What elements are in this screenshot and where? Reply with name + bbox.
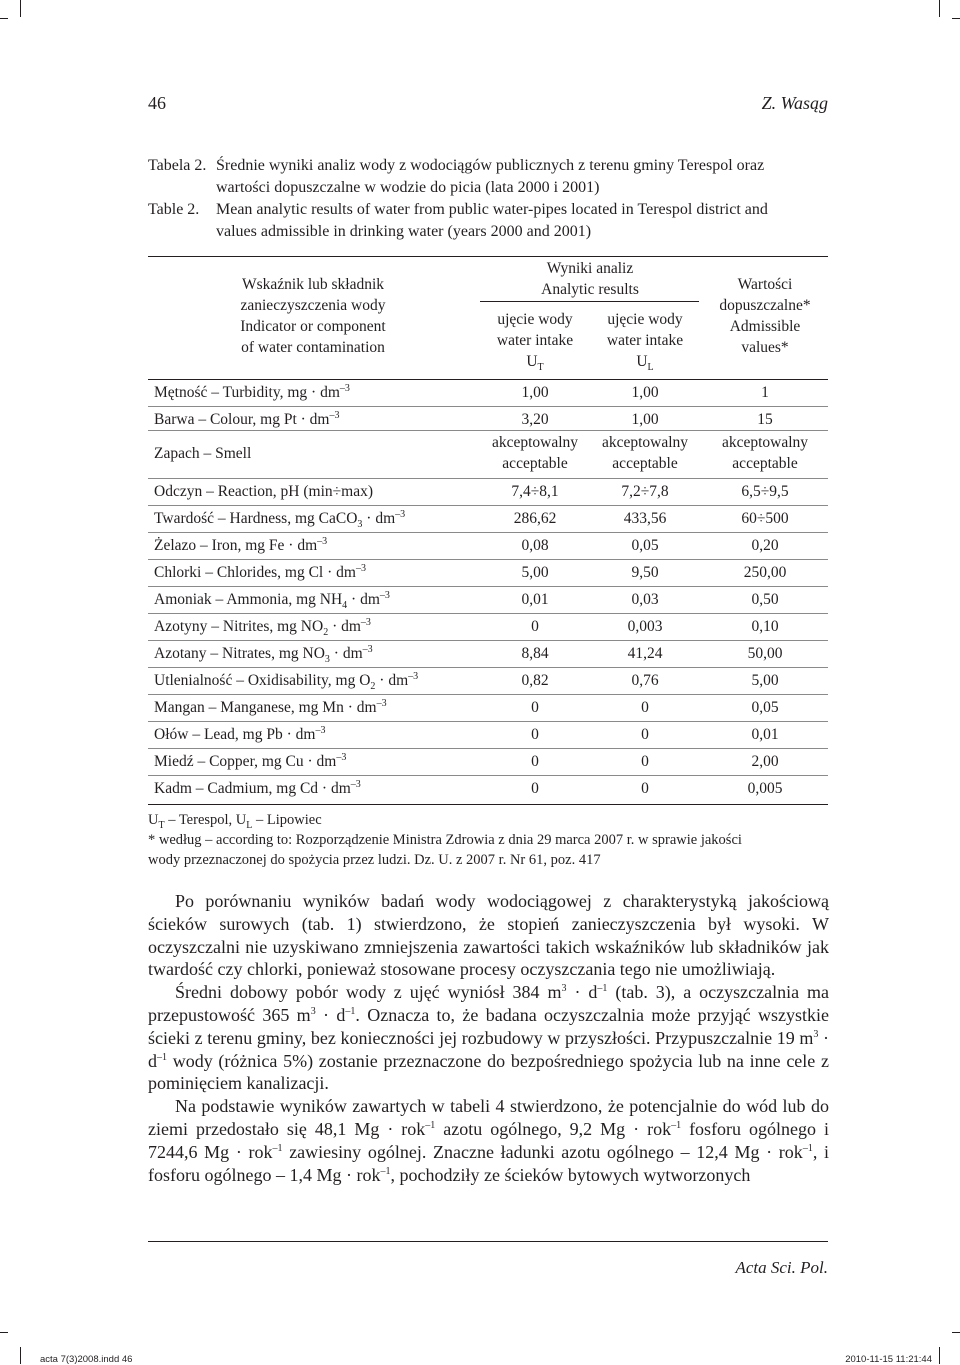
header-intake-t-en: water intake xyxy=(496,332,574,349)
value-intake-l: 0,05 xyxy=(631,537,659,554)
header-indicator-3: Indicator or component xyxy=(240,318,386,335)
value-intake-t: 0 xyxy=(531,726,539,743)
value-intake-l: 7,2÷7,8 xyxy=(621,483,669,500)
value-admissible: 250,00 xyxy=(743,564,787,581)
row-indicator: Barwa – Colour, mg $Pt \cdot dm^{-3}$ xyxy=(154,409,340,428)
row-rule xyxy=(148,667,828,668)
value-admissible: 6,5÷9,5 xyxy=(741,483,789,500)
value-intake-t-en: acceptable xyxy=(502,455,568,472)
crop-mark xyxy=(952,18,960,19)
row-rule xyxy=(148,694,828,695)
value-intake-l: 0 xyxy=(641,753,649,770)
row-rule xyxy=(148,430,828,431)
row-rule xyxy=(148,775,828,776)
caption-text-pl: Średnie wyniki analiz wody z wodociągów publicznych z terenu gminy Terespol oraz xyxy=(216,157,765,174)
value-admissible: 15 xyxy=(757,411,773,428)
slug-timestamp: 2010-11-15 11:21:44 xyxy=(845,1354,932,1365)
crop-mark xyxy=(939,1347,940,1364)
row-indicator: Azotyny – Nitrites, mg $NO_2 \cdot dm^{-3}$ xyxy=(154,616,371,639)
running-author: Z. Wasąg xyxy=(761,93,828,113)
table-bottom-rule xyxy=(148,804,828,805)
value-intake-l: 1,00 xyxy=(631,411,659,428)
row-rule xyxy=(148,559,828,560)
value-admissible: 2,00 xyxy=(751,753,779,770)
caption-text-en-2: values admissible in drinking water (years 2000 and 2001) xyxy=(216,223,592,240)
crop-mark xyxy=(0,18,8,19)
row-indicator: Chlorki – Chlorides, mg $Cl \cdot dm^{-3}$ xyxy=(154,562,366,581)
row-indicator: Mangan – Manganese, mg $Mn \cdot dm^{-3}$ xyxy=(154,697,387,716)
header-indicator-1: Wskaźnik lub składnik xyxy=(241,276,385,293)
row-indicator: Żelazo – Iron, mg $Fe \cdot dm^{-3}$ xyxy=(154,535,328,554)
crop-mark xyxy=(939,0,940,17)
row-rule xyxy=(148,532,828,533)
value-admissible: 60÷500 xyxy=(741,510,789,527)
crop-mark xyxy=(0,1332,8,1333)
value-intake-l: 41,24 xyxy=(627,645,663,662)
value-intake-t: 0,01 xyxy=(521,591,549,608)
table-top-rule xyxy=(148,256,828,257)
row-indicator: Amoniak – Ammonia, mg $NH_4 \cdot dm^{-3}$ xyxy=(154,589,390,612)
value-admissible: 0,005 xyxy=(747,780,783,797)
value-admissible: 50,00 xyxy=(747,645,783,662)
value-intake-l: 1,00 xyxy=(631,384,659,401)
row-indicator: Ołów – Lead, mg $Pb \cdot dm^{-3}$ xyxy=(154,724,326,743)
header-indicator-2: zanieczyszczenia wody xyxy=(240,297,386,314)
footer-rule xyxy=(148,1241,828,1242)
value-intake-t: 0,82 xyxy=(521,672,549,689)
value-admissible: 0,50 xyxy=(751,591,779,608)
value-intake-t: 0 xyxy=(531,780,539,797)
value-intake-l: akceptowalny xyxy=(601,434,689,451)
journal-name: Acta Sci. Pol. xyxy=(735,1258,828,1277)
header-admissible-2: dopuszczalne* xyxy=(719,297,811,314)
crop-mark xyxy=(20,0,21,17)
value-intake-t: akceptowalny xyxy=(491,434,579,451)
header-results-pl: Wyniki analiz xyxy=(546,260,634,277)
value-admissible: 5,00 xyxy=(751,672,779,689)
value-intake-l: 0,76 xyxy=(631,672,659,689)
value-intake-t: 5,00 xyxy=(521,564,549,581)
value-intake-l: 0,003 xyxy=(627,618,663,635)
header-admissible-3: Admissible xyxy=(729,318,801,335)
header-intake-l-code: $U_L$ xyxy=(636,353,654,374)
footnote-intakes: $U_T$ – Terespol, $U_L$ – Lipowiec xyxy=(148,812,322,831)
row-indicator: Utlenialność – Oxidisability, mg $O_2 \cdot dm^{-3}$ xyxy=(154,670,419,693)
row-rule xyxy=(148,748,828,749)
caption-label-en: Table 2. xyxy=(148,201,200,218)
value-intake-l: 0 xyxy=(641,699,649,716)
caption-text-en: Mean analytic results of water from public water-pipes located in Terespol district and xyxy=(216,201,768,218)
row-rule xyxy=(148,721,828,722)
row-indicator: Mętność – Turbidity, mg · $dm^{-3}$ xyxy=(154,382,350,401)
value-admissible: 0,20 xyxy=(751,537,779,554)
value-intake-t: 0 xyxy=(531,699,539,716)
value-admissible: 1 xyxy=(761,384,769,401)
row-rule xyxy=(148,613,828,614)
paragraph-3: Na podstawie wyników zawartych w tabeli 4 stwierdzono, że potencjalnie do wód lub do ziemi przedostało się 48,1 Mg · rok$^{-1}$ azotu ogólnego, 9,2 Mg · rok$^{-1}$ fosforu ogólnego i 7244,6 Mg · rok$^{-1}$ zawiesiny ogólnej. Znaczne ładunki azotu ogólnego – 12,4 Mg · rok$^{-1}$, i fosforu ogólnego – 1,4 Mg · rok$^{-1}$, pochodziły ze ścieków bytowych wytworzonych xyxy=(148,1096,829,1185)
row-rule xyxy=(148,586,828,587)
header-intake-t-code: $U_T$ xyxy=(526,353,544,374)
value-intake-t: 286,62 xyxy=(513,510,557,527)
row-indicator: Zapach – Smell xyxy=(154,445,252,462)
row-indicator: Twardość – Hardness, mg CaCO$_3$ · $dm^{-3}$ xyxy=(154,508,406,531)
value-intake-l: 433,56 xyxy=(623,510,667,527)
value-admissible: akceptowalny xyxy=(721,434,809,451)
value-admissible: 0,05 xyxy=(751,699,779,716)
row-indicator: Kadm – Cadmium, mg $Cd \cdot dm^{-3}$ xyxy=(154,778,361,797)
header-indicator-4: of water contamination xyxy=(241,339,385,356)
row-indicator: Azotany – Nitrates, mg $NO_3 \cdot dm^{-3}$ xyxy=(154,643,373,666)
value-intake-l-en: acceptable xyxy=(612,455,678,472)
value-intake-t: 0 xyxy=(531,618,539,635)
row-rule xyxy=(148,406,828,407)
value-intake-l: 9,50 xyxy=(631,564,659,581)
crop-mark xyxy=(20,1347,21,1364)
table-header-rule xyxy=(148,379,828,380)
body-text xyxy=(148,890,829,1186)
value-admissible: 0,10 xyxy=(751,618,779,635)
row-rule xyxy=(148,478,828,479)
value-admissible: 0,01 xyxy=(751,726,779,743)
paragraph-1: Po porównaniu wyników badań wody wodociągowej z charakterystyką jakościową ścieków surowych (tab. 1) stwierdzono, że stopień zanieczyszczenia był wysoki. W oczyszczalni nie uzyskiwano zmniejszenia zawartości takich wskaźników lub składników jak twardość czy chlorki, ponieważ stosowane procesy oczyszczania tego nie umożliwiają. xyxy=(148,891,829,980)
value-intake-t: 1,00 xyxy=(521,384,549,401)
caption-label-pl: Tabela 2. xyxy=(148,157,207,174)
value-intake-t: 0,08 xyxy=(521,537,549,554)
value-intake-l: 0 xyxy=(641,780,649,797)
footnote-source-2: wody przeznaczonej do spożycia przez ludzi. Dz. U. z 2007 r. Nr 61, poz. 417 xyxy=(148,852,601,868)
value-intake-l: 0,03 xyxy=(631,591,659,608)
header-intake-t-pl: ujęcie wody xyxy=(497,311,573,328)
header-intake-l-en: water intake xyxy=(606,332,684,349)
row-indicator: Miedź – Copper, mg $Cu \cdot dm^{-3}$ xyxy=(154,751,347,770)
value-intake-l: 0 xyxy=(641,726,649,743)
value-intake-t: 7,4÷8,1 xyxy=(511,483,559,500)
caption-text-pl-2: wartości dopuszczalne w wodzie do picia (lata 2000 i 2001) xyxy=(216,179,600,196)
header-intake-l-pl: ujęcie wody xyxy=(607,311,683,328)
row-rule xyxy=(148,640,828,641)
row-indicator: Odczyn – Reaction, pH (min÷max) xyxy=(154,483,373,500)
header-admissible-1: Wartości xyxy=(737,276,793,293)
value-intake-t: 3,20 xyxy=(521,411,549,428)
slug-file: acta 7(3)2008.indd 46 xyxy=(40,1354,133,1365)
value-admissible-en: acceptable xyxy=(732,455,798,472)
results-rule xyxy=(480,301,699,302)
row-rule xyxy=(148,505,828,506)
crop-mark xyxy=(952,1332,960,1333)
paragraph-2: Średni dobowy pobór wody z ujęć wyniósł 384 $m^3 \cdot d^{-1}$ (tab. 3), a oczyszczalnia ma przepustowość 365 $m^3 \cdot d^{-1}$. Oznacza to, że badana oczyszczalnia może przyjąć wszystkie ścieki z terenu gminy, bez konieczności jej rozbudowy w przyszłości. Przypuszczalnie 19 $m^3 \cdot d^{-1}$ wody (różnica 5%) zostanie przeznaczone do bezpośredniego spożycia lub na inne cele z pominięciem kanalizacji. xyxy=(148,982,830,1094)
value-intake-t: 8,84 xyxy=(521,645,549,662)
footnote-source-1: * według – according to: Rozporządzenie Ministra Zdrowia z dnia 29 marca 2007 r. w sprawie jakości xyxy=(148,832,742,848)
header-results-en: Analytic results xyxy=(541,281,639,298)
header-admissible-4: values* xyxy=(741,339,789,356)
page-number: 46 xyxy=(148,93,166,113)
value-intake-t: 0 xyxy=(531,753,539,770)
